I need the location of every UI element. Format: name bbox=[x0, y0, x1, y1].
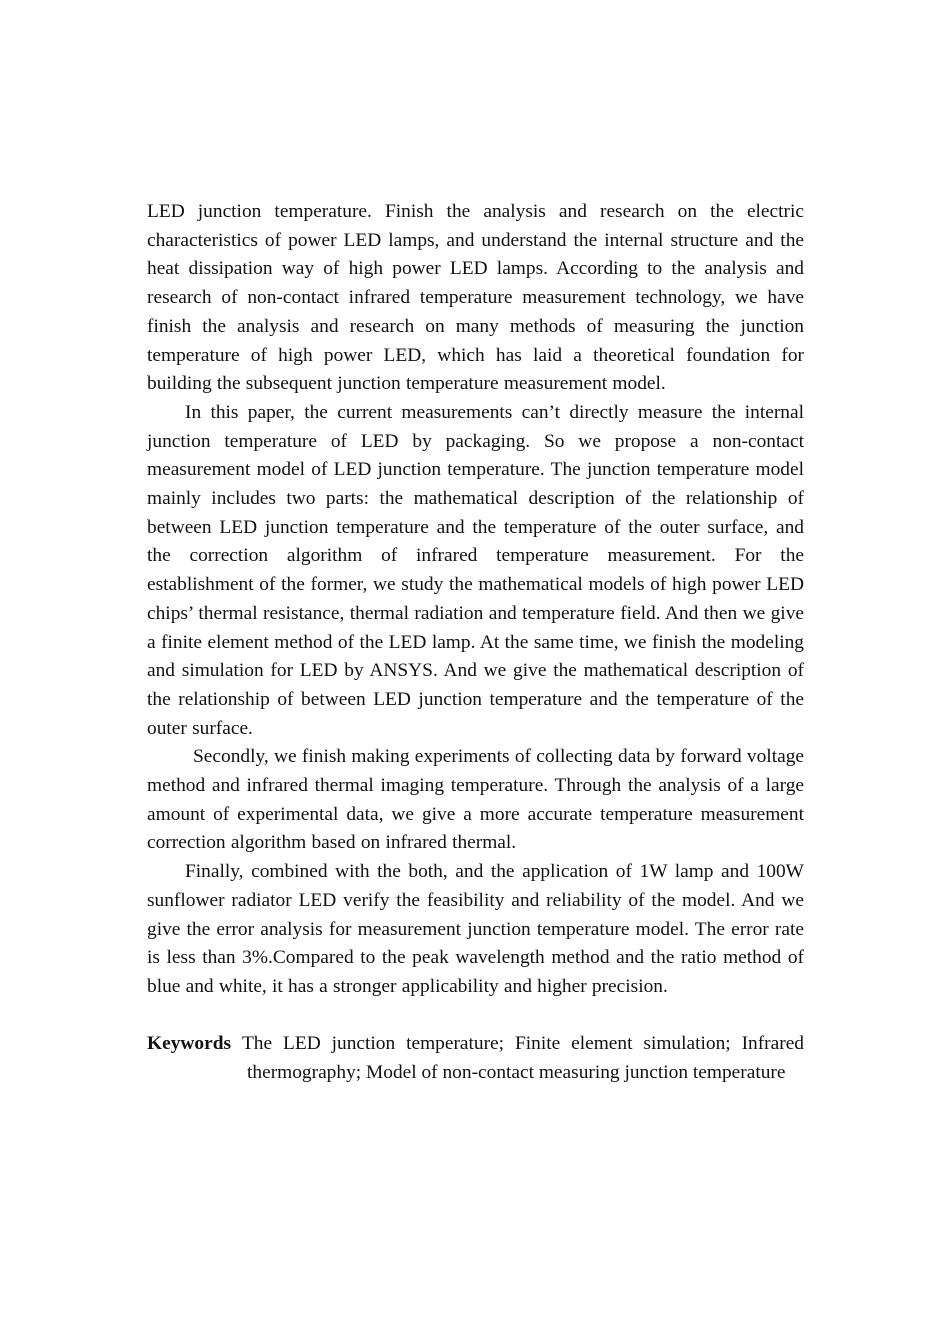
paragraph-in-this-paper: In this paper, the current measurements can’t directly measure the internal junction temperature of LED by packaging. So we propose a non-contact measurement model of LED junction temperature. The junction temperature model mainly includes two parts: the mathematical description of the relationship of between LED junction temperature and the temperature of the outer surface, and the correction algorithm of infrared temperature measurement. For the establishment of the former, we study the mathematical models of high power LED chips’ thermal resistance, thermal radiation and temperature field. And then we give a finite element method of the LED lamp. At the same time, we finish the modeling and simulation for LED by ANSYS. And we give the mathematical description of the relationship of between LED junction temperature and the temperature of the outer surface. bbox=[147, 401, 804, 739]
keywords-section bbox=[147, 1030, 804, 1087]
paragraph-finally: Finally, combined with the both, and the application of 1W lamp and 100W sunflower radiator LED verify the feasibility and reliability of the model. And we give the error analysis for measurement junction temperature model. The error rate is less than 3%.Compared to the peak wavelength method and the ratio method of blue and white, it has a stronger applicability and higher precision. bbox=[147, 861, 804, 997]
keywords-label: Keywords bbox=[147, 1033, 232, 1055]
keywords-value: The LED junction temperature; Finite element simulation; Infrared thermography; Model of non-contact measuring junction temperature bbox=[241, 1033, 804, 1084]
keywords-spacer bbox=[147, 1002, 804, 1031]
keywords-separator-space bbox=[231, 1033, 242, 1054]
abstract-text-column bbox=[147, 198, 804, 1088]
paragraph-abstract-continuation: LED junction temperature. Finish the analysis and research on the electric characteristics of power LED lamps, and understand the internal structure and the heat dissipation way of high power LED lamps. According to the analysis and research of non-contact infrared temperature measurement technology, we have finish the analysis and research on many methods of measuring the junction temperature of high power LED, which has laid a theoretical foundation for building the subsequent junction temperature measurement model. bbox=[147, 201, 804, 395]
paragraph-secondly: Secondly, we finish making experiments of collecting data by forward voltage method and infrared thermal imaging temperature. Through the analysis of a large amount of experimental data, we give a more accurate temperature measurement correction algorithm based on infrared thermal. bbox=[147, 746, 804, 854]
